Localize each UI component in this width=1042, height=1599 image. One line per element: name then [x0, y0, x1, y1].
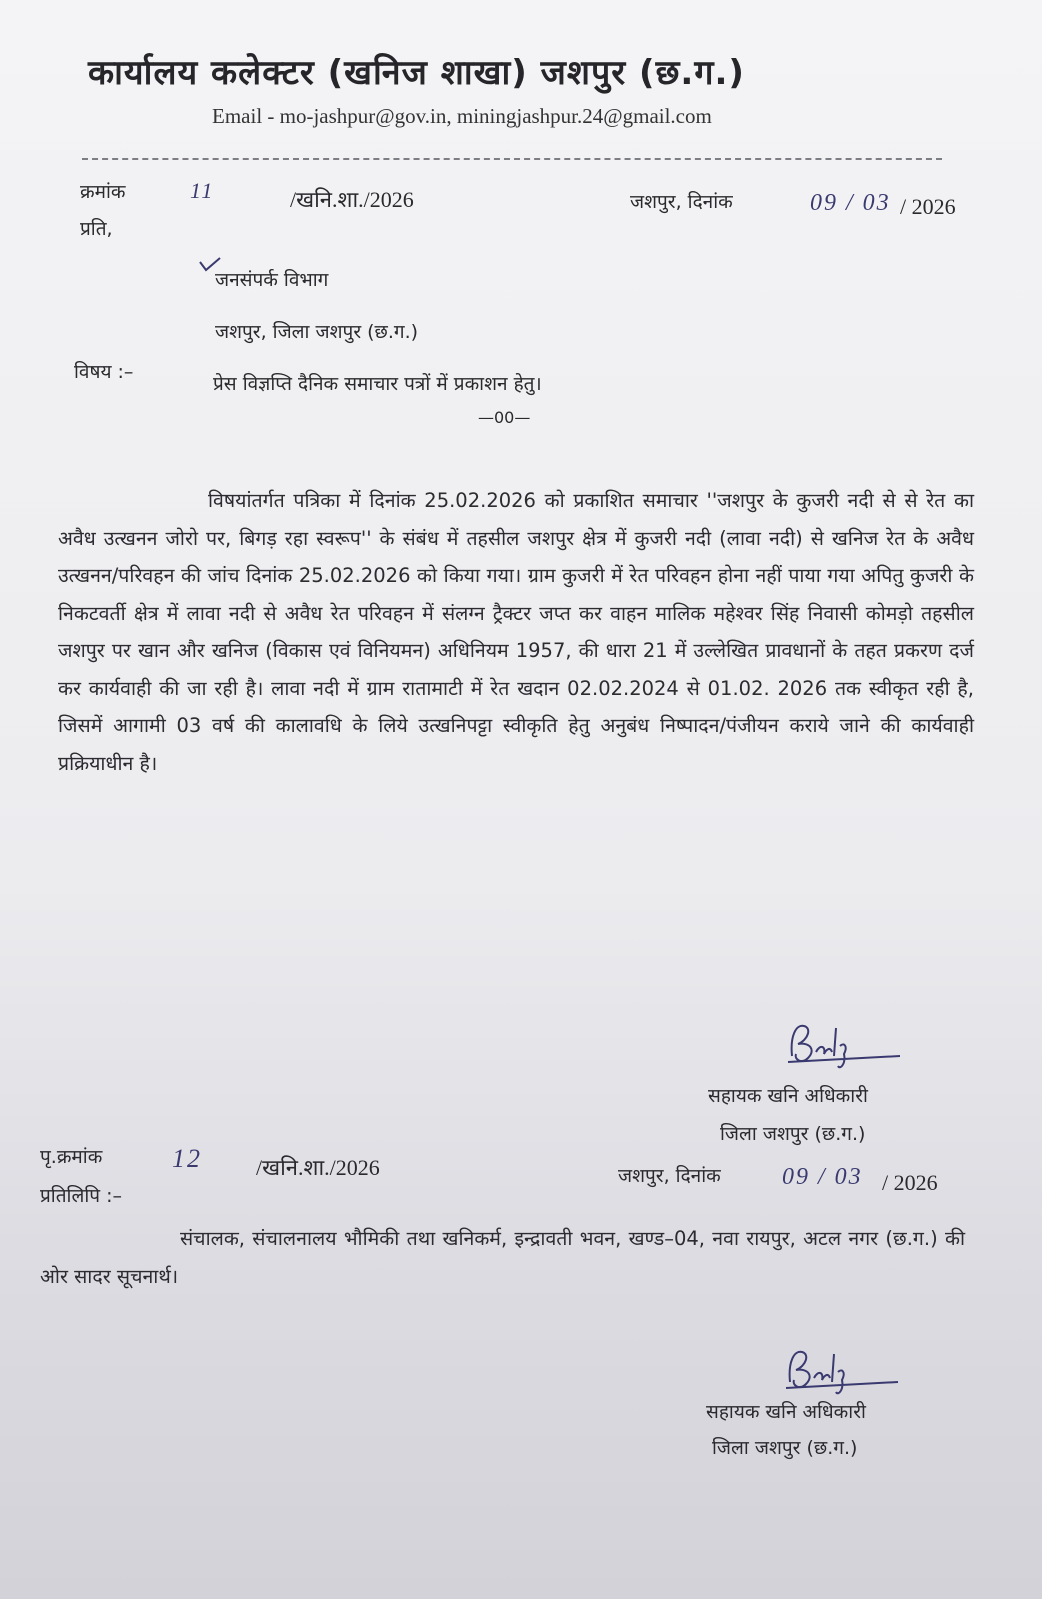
copy-kramank-number: 12 [172, 1144, 202, 1173]
copy-date-label: जशपुर, दिनांक [618, 1165, 721, 1187]
copy-date-handwritten: 09 / 03 [782, 1164, 863, 1190]
recipient-line1: जनसंपर्क विभाग [215, 269, 329, 291]
subject-text: प्रेस विज्ञप्ति दैनिक समाचार पत्रों में प्रकाशन हेतु। [213, 373, 542, 395]
signature-1-designation: सहायक खनि अधिकारी [708, 1085, 868, 1107]
copy-paragraph: संचालक, संचालनालय भौमिकी तथा खनिकर्म, इन्द्रावती भवन, खण्ड–04, नवा रायपुर, अटल नगर (छ.ग.) की ओर सादर सूचनार्थ। [40, 1227, 965, 1288]
body-paragraph: विषयांतर्गत पत्रिका में दिनांक 25.02.2026 को प्रकाशित समाचार ''जशपुर के कुजरी नदी से से रेत का अवैध उत्खनन जोरो पर, बिगड़ रहा स्वरूप'' के संबंध में तहसील जशपुर क्षेत्र में कुजरी नदी (लावा नदी) से खनिज रेत के अवैध उत्खनन/परिवहन की जांच दिनांक 25.02.2026 को किया गया। ग्राम कुजरी में रेत परिवहन होना नहीं पाया गया अपितु कुजरी के निकटवर्ती क्षेत्र में लावा नदी से अवैध रेत परिवहन में संलग्न ट्रैक्टर जप्त कर वाहन मालिक महेश्वर सिंह निवासी कोमड़ो तहसील जशपुर पर खान और खनिज (विकास एवं विनियमन) अधिनियम 1957, की धारा 21 में उल्लेखित प्रावधानों के तहत प्रकरण दर्ज कर कार्यवाही की जा रही है। लावा नदी में ग्राम रातामाटी में रेत खदान 02.02.2024 से 01.02. 2026 तक स्वीकृत रही है, जिसमें आगामी 03 वर्ष की कालावधि के लिये उत्खनिपट्टा स्वीकृति हेतु अनुबंध निष्पादन/पंजीयन कराये जाने की कार्यवाही प्रक्रियाधीन है। [58, 489, 974, 775]
email-line: Email - mo-jashpur@gov.in, miningjashpur.24@gmail.com [212, 104, 712, 128]
signature-1-district: जिला जशपुर (छ.ग.) [720, 1123, 866, 1145]
signature-2-designation: सहायक खनि अधिकारी [706, 1401, 866, 1423]
recipient-line2: जशपुर, जिला जशपुर (छ.ग.) [215, 321, 419, 343]
copy-kramank-suffix: /खनि.शा./2026 [256, 1155, 380, 1180]
signature-1 [782, 1016, 906, 1072]
kramank-number: 11 [190, 178, 215, 203]
signature-2 [780, 1342, 904, 1398]
pratilipi-label: प्रतिलिपि :– [40, 1185, 123, 1207]
header-divider [82, 158, 942, 160]
copy-date-year: / 2026 [882, 1170, 938, 1195]
date-label: जशपुर, दिनांक [630, 191, 733, 213]
subject-label: विषय :– [74, 361, 134, 383]
subject-separator: —00— [478, 408, 531, 427]
date-handwritten: 09 / 03 [810, 190, 891, 216]
prati-label: प्रति, [80, 218, 113, 240]
kramank-suffix: /खनि.शा./2026 [290, 187, 414, 212]
signature-2-district: जिला जशपुर (छ.ग.) [712, 1437, 858, 1459]
date-year: / 2026 [900, 194, 956, 219]
kramank-label: क्रमांक [80, 181, 126, 203]
copy-kramank-label: पृ.क्रमांक [40, 1146, 103, 1168]
office-title: कार्यालय कलेक्टर (खनिज शाखा) जशपुर (छ.ग.) [88, 53, 745, 93]
